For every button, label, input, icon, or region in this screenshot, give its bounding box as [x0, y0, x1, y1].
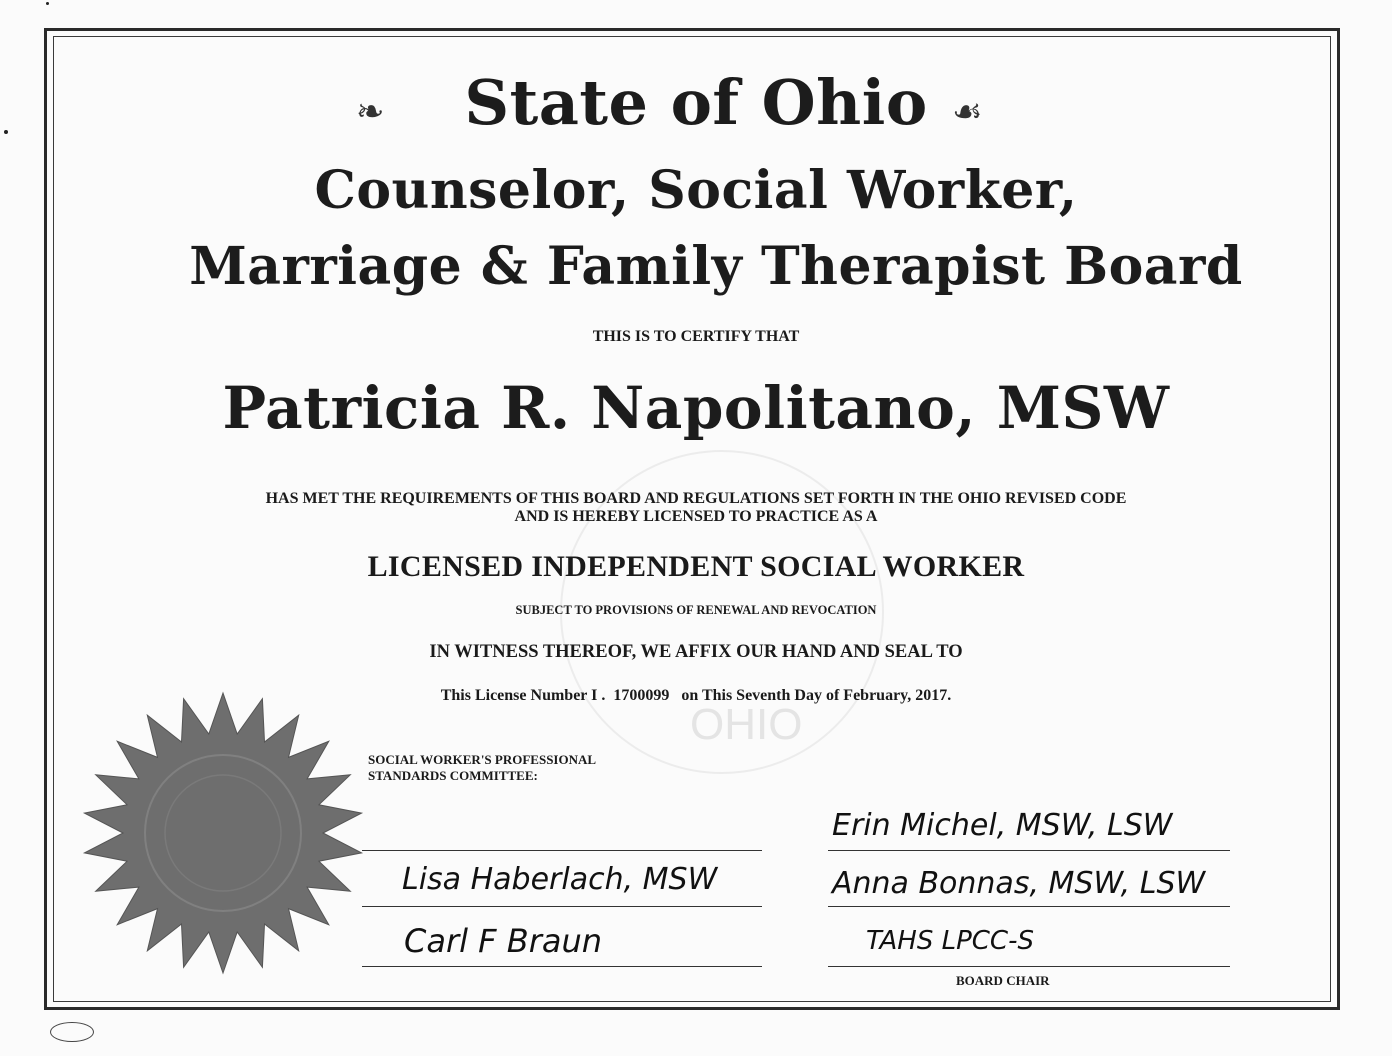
subject-text: SUBJECT TO PROVISIONS OF RENEWAL AND REVOCATION [515, 603, 877, 617]
requirements-line2: AND IS HEREBY LICENSED TO PRACTICE AS A [514, 508, 878, 525]
state-title: State of Ohio [464, 66, 928, 139]
signature-line-right-1 [828, 850, 1230, 851]
flourish-right-icon: ☙ [952, 94, 983, 131]
license-number-line: This License Number I . 1700099 on This Seventh Day of February, 2017. [440, 687, 952, 704]
committee-label [368, 752, 596, 784]
scan-speck [46, 2, 49, 5]
printer-stamp-icon [50, 1022, 94, 1042]
board-title-line1: Counselor, Social Worker, [314, 160, 1078, 221]
flourish-left-icon: ❧ [356, 94, 385, 131]
committee-line2: STANDARDS COMMITTEE: [368, 768, 538, 783]
signature-right-1: Erin Michel, MSW, LSW [832, 808, 1173, 843]
recipient-name: Patricia R. Napolitano, MSW [222, 374, 1170, 442]
committee-line1: SOCIAL WORKER'S PROFESSIONAL [368, 752, 597, 767]
signature-left-2: Carl F Braun [404, 922, 603, 960]
scan-speck [4, 130, 8, 134]
signature-left-1: Lisa Haberlach, MSW [402, 862, 718, 897]
signature-line-left-2 [362, 966, 762, 967]
license-type: LICENSED INDEPENDENT SOCIAL WORKER [367, 550, 1025, 583]
signature-line-left-top [362, 850, 762, 851]
requirements-text [0, 490, 1392, 526]
board-chair-label: BOARD CHAIR [956, 973, 1050, 988]
watermark-text: OHIO [690, 700, 803, 749]
signature-line-right-3 [828, 966, 1230, 967]
witness-text: IN WITNESS THEREOF, WE AFFIX OUR HAND AND SEAL TO [429, 642, 963, 662]
board-title-line2: Marriage & Family Therapist Board [189, 236, 1243, 297]
signature-right-2: Anna Bonnas, MSW, LSW [832, 866, 1206, 901]
signature-right-3: TAHS LPCC-S [866, 926, 1034, 956]
signature-line-left-1 [362, 906, 762, 907]
starburst-seal-icon [78, 688, 368, 978]
requirements-line1: HAS MET THE REQUIREMENTS OF THIS BOARD AND REGULATIONS SET FORTH IN THE OHIO REVISED CODE [265, 490, 1127, 507]
signature-line-right-2 [828, 906, 1230, 907]
certify-text: THIS IS TO CERTIFY THAT [592, 328, 800, 345]
